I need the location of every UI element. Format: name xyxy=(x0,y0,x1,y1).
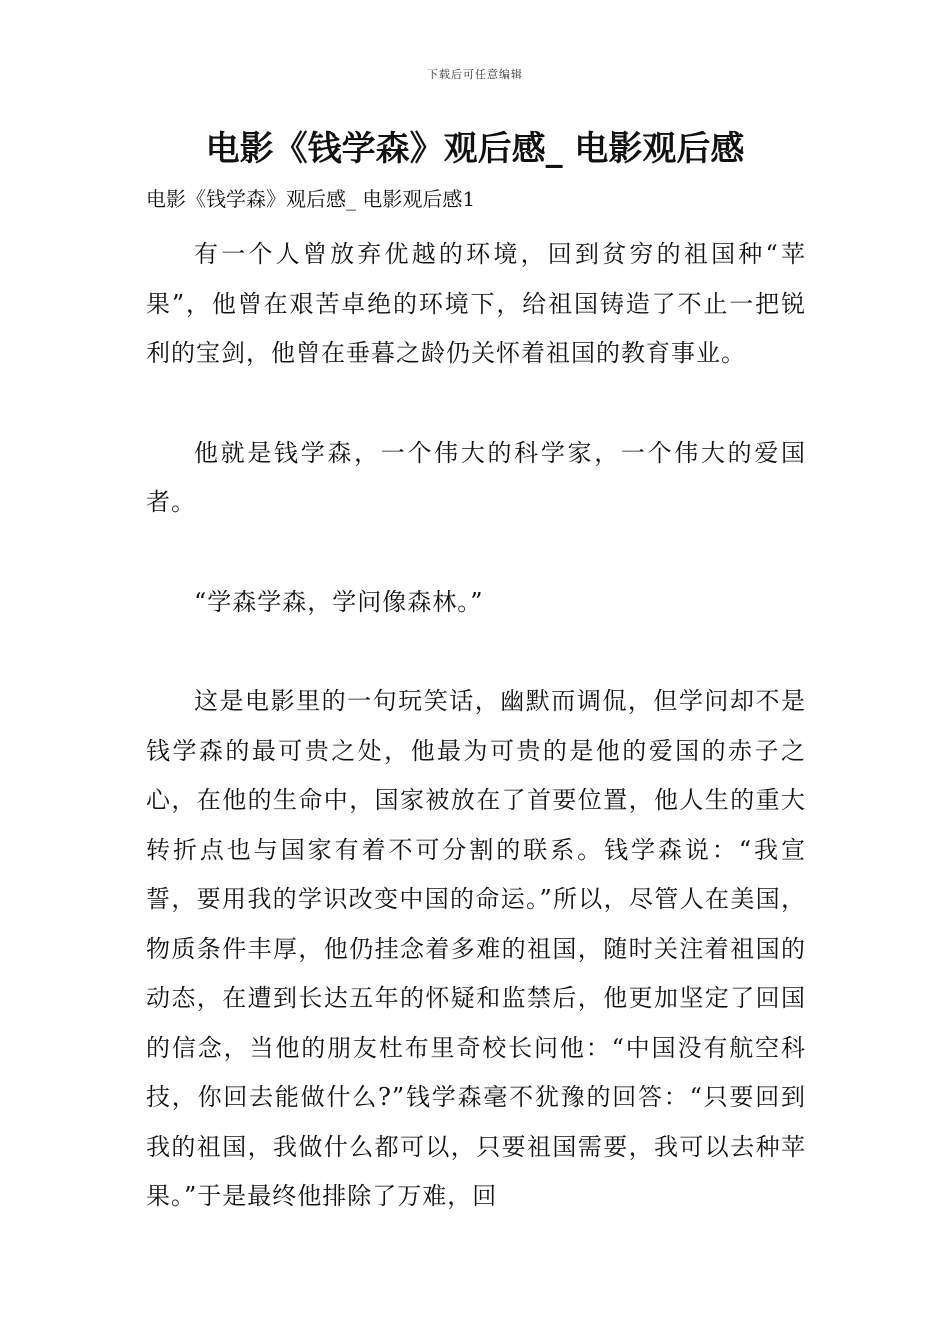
paragraph: 他就是钱学森，一个伟大的科学家，一个伟大的爱国者。 xyxy=(146,438,806,516)
document-title: 电影《钱学森》观后感_ 电影观后感 xyxy=(205,129,745,169)
page-header-note: 下载后可任意编辑 xyxy=(427,68,523,81)
document-body xyxy=(146,230,806,1222)
paragraph: 这是电影里的一句玩笑话，幽默而调侃，但学问却不是钱学森的最可贵之处，他最为可贵的是他的爱国的赤子之心，在他的生命中，国家被放在了首要位置，他人生的重大转折点也与国家有着不可分割的联系。钱学森说：“我宣誓，要用我的学识改变中国的命运。”所以，尽管人在美国，物质条件丰厚，他仍挂念着多难的祖国，随时关注着祖国的动态，在遭到长达五年的怀疑和监禁后，他更加坚定了回国的信念，当他的朋友杜布里奇校长问他：“中国没有航空科技，你回去能做什么?”钱学森毫不犹豫的回答：“只要回到我的祖国，我做什么都可以，只要祖国需要，我可以去种苹果。”于是最终他排除了万难，回 xyxy=(146,687,806,1210)
document-subtitle: 电影《钱学森》观后感_ 电影观后感1 xyxy=(146,187,476,211)
paragraph: 有一个人曾放弃优越的环境，回到贫穷的祖国种“苹果”，他曾在艰苦卓绝的环境下，给祖国铸造了不止一把锐利的宝剑，他曾在垂暮之龄仍关怀着祖国的教育事业。 xyxy=(146,240,806,367)
paragraph-quote: “学森学森，学问像森林。” xyxy=(194,587,484,616)
